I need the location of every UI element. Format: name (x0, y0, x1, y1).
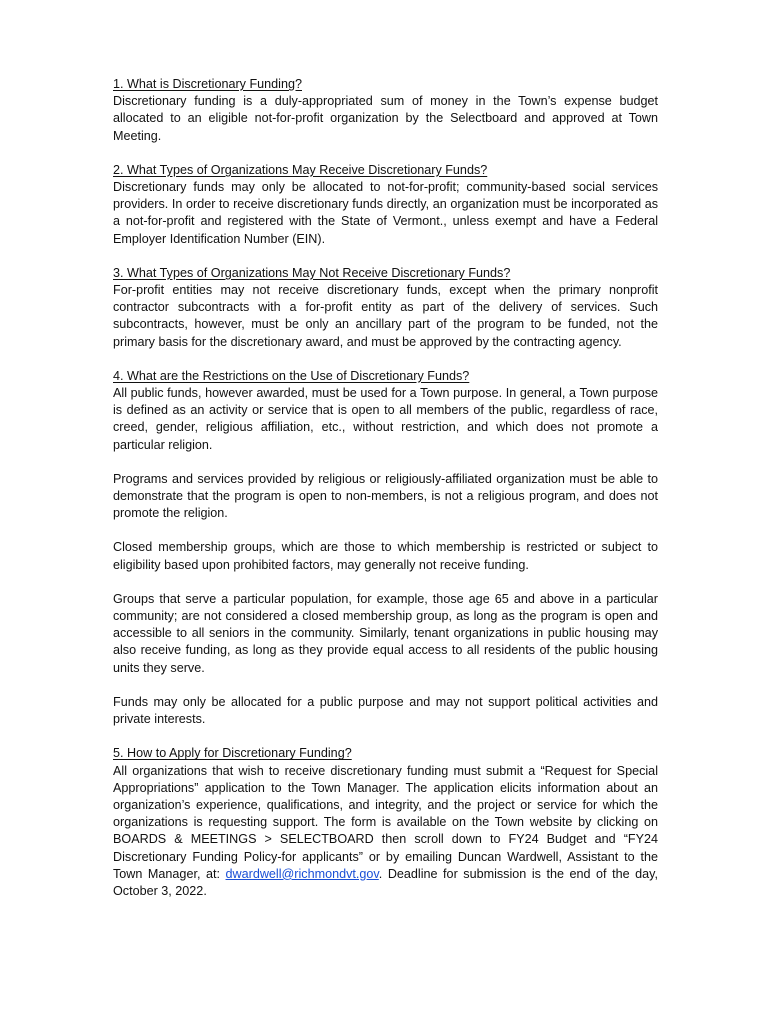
section-2-body: Discretionary funds may only be allocated to not-for-profit; community-based social services providers. In order to receive discretionary funds directly, an organization must be incorporated as a not-for-profit and registered with the State of Vermont., unless exempt and have a Federal Employer Identification Number (EIN). (113, 180, 658, 246)
section-5-body-tail: . Deadline for submission is the end of the day, October 3, 2022. (113, 866, 658, 898)
section-4-paragraph-4: Groups that serve a particular population, for example, those age 65 and above in a particular community; are not considered a closed membership group, as long as the program is open and accessible to all seniors in the community. Similarly, tenant organizations in public housing may also receive funding, as long as they provide equal access to all residents of the public housing units they serve. (113, 591, 658, 675)
section-3 (113, 265, 658, 351)
section-5-heading: 5. How to Apply for Discretionary Funding? (113, 746, 352, 761)
section-4 (113, 368, 658, 728)
section-4-paragraph-2: Programs and services provided by religious or religiously-affiliated organization must be able to demonstrate that the program is open to non-members, is not a religious program, and does not promote the religion. (113, 471, 658, 521)
section-3-body: For-profit entities may not receive discretionary funds, except when the primary nonprofit contractor subcontracts with a for-profit entity as part of the delivery of services. Such subcontracts, however, must be only an ancillary part of the program to be funded, not the primary basis for the discretionary award, and must be approved by the contracting agency. (113, 283, 658, 349)
email-link[interactable]: dwardwell@richmondvt.gov (225, 866, 379, 881)
section-4-heading: 4. What are the Restrictions on the Use of Discretionary Funds? (113, 368, 470, 383)
section-1 (113, 76, 658, 145)
section-2 (113, 162, 658, 248)
section-4-paragraph-1: All public funds, however awarded, must be used for a Town purpose. In general, a Town purpose is defined as an activity or service that is open to all members of the public, regardless of race, creed, gender, religious affiliation, etc., without restriction, and which does not promote a particular religion. (113, 386, 658, 452)
section-5-body (113, 763, 658, 901)
document-page (113, 76, 658, 917)
section-3-heading: 3. What Types of Organizations May Not Receive Discretionary Funds? (113, 265, 511, 280)
section-5 (113, 745, 658, 900)
section-5-body-text: All organizations that wish to receive discretionary funding must submit a “Request for Special Appropriations” application to the Town Manager. The application elicits information about an organization’s experience, qualifications, and integrity, and the project or service for which the organizations is requesting support. The form is available on the Town website by clicking on BOARDS & MEETINGS > SELECTBOARD then scroll down to FY24 Budget and “FY24 Discretionary Funding Policy-for applicants” or by emailing Duncan Wardwell, Assistant to the Town Manager, at: (113, 763, 658, 881)
section-4-paragraph-5: Funds may only be allocated for a public purpose and may not support political activities and private interests. (113, 694, 658, 727)
section-1-heading: 1. What is Discretionary Funding? (113, 77, 302, 91)
section-2-heading: 2. What Types of Organizations May Receive Discretionary Funds? (113, 162, 488, 177)
section-4-paragraph-3: Closed membership groups, which are those to which membership is restricted or subject to eligibility based upon prohibited factors, may generally not receive funding. (113, 540, 658, 572)
section-1-body: Discretionary funding is a duly-appropriated sum of money in the Town’s expense budget allocated to an eligible not-for-profit organization by the Selectboard and approved at Town Meeting. (113, 94, 658, 143)
